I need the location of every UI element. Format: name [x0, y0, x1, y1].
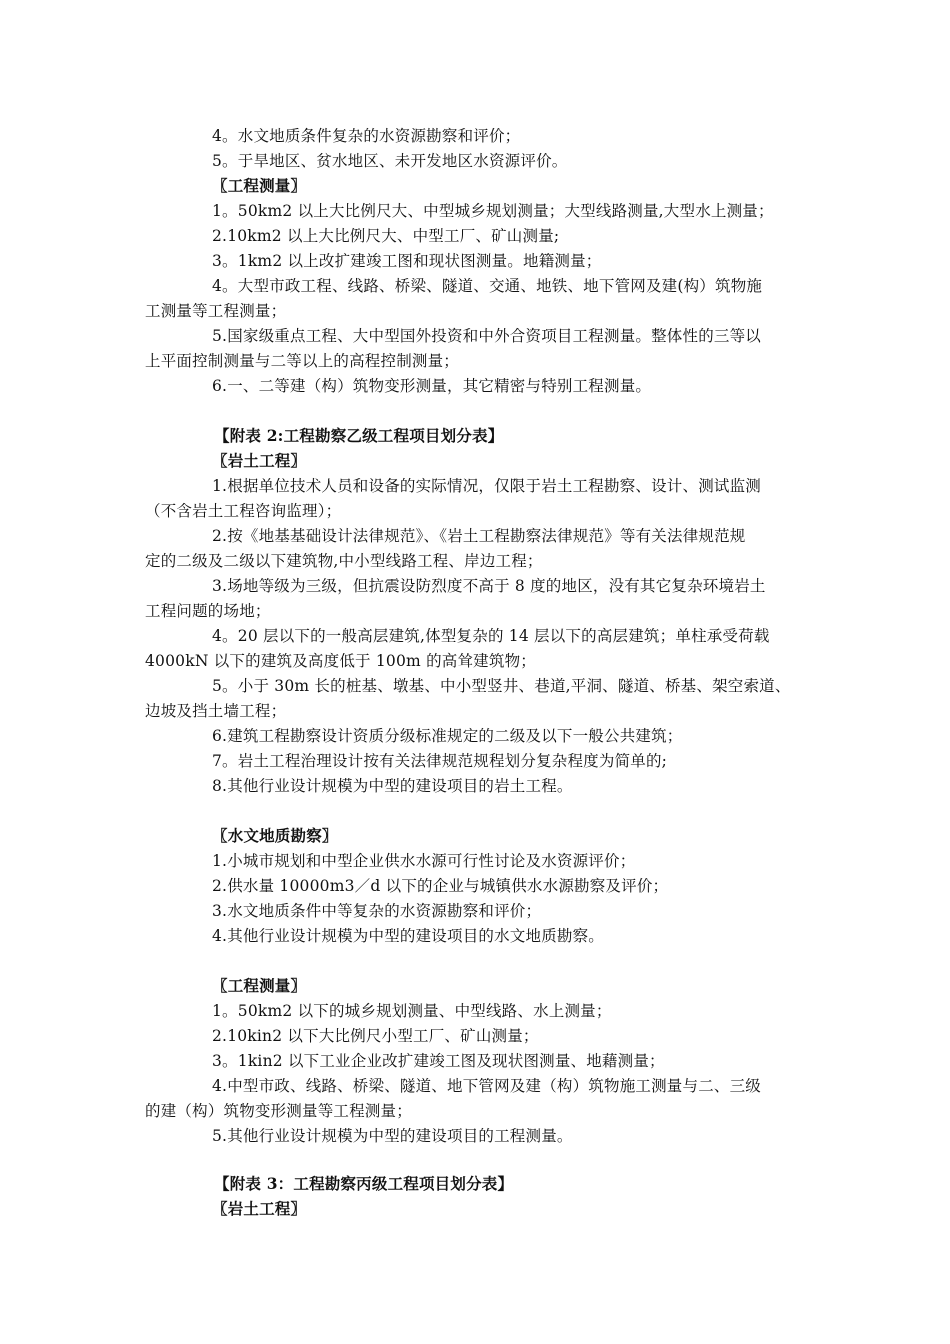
text-line: 3。1kin2 以下工业企业改扩建竣工图及现状图测量、地藉测量； [212, 1052, 665, 1070]
text-line: 4。大型市政工程、线路、桥梁、隧道、交通、地铁、地下管网及建(构）筑物施 [212, 277, 763, 295]
table-title: 【附表 3：工程勘察丙级工程项目划分表】 [214, 1174, 514, 1193]
text-line: 5.其他行业设计规模为中型的建设项目的工程测量。 [212, 1127, 573, 1145]
text-line: 3.场地等级为三级，但抗震设防烈度不高于 8 度的地区，没有其它复杂环境岩土 [212, 577, 766, 595]
text-line: 4。水文地质条件复杂的水资源勘察和评价； [212, 127, 521, 145]
section-heading: 〖工程测量〗 [212, 176, 307, 195]
text-line: 6.一、二等建（构）筑物变形测量，其它精密与特别工程测量。 [212, 377, 652, 395]
text-line: 1。50km2 以上大比例尺大、中型城乡规划测量；大型线路测量,大型水上测量； [212, 202, 774, 220]
section-heading: 〖岩土工程〗 [212, 451, 307, 470]
text-line: 2.10km2 以上大比例尺大、中型工厂、矿山测量; [212, 227, 560, 245]
text-line: 8.其他行业设计规模为中型的建设项目的岩土工程。 [212, 777, 573, 795]
text-line: 边坡及挡土墙工程； [145, 702, 287, 720]
table-title: 【附表 2:工程勘察乙级工程项目划分表】 [214, 426, 504, 445]
text-line: 4000kN 以下的建筑及高度低于 100m 的高耸建筑物； [145, 652, 536, 670]
text-line: 1.小城市规划和中型企业供水水源可行性讨论及水资源评价； [212, 852, 636, 870]
section-heading: 〖水文地质勘察〗 [212, 826, 338, 845]
text-line: 的建（构）筑物变形测量等工程测量； [145, 1102, 412, 1120]
text-line: 5。小于 30m 长的桩基、墩基、中小型竖井、巷道,平洞、隧道、桥基、架空索道、 [212, 677, 791, 695]
text-line: 工测量等工程测量； [145, 302, 287, 320]
text-line: 工程问题的场地； [145, 602, 271, 620]
text-line: 5.国家级重点工程、大中型国外投资和中外合资项目工程测量。整体性的三等以 [212, 327, 761, 345]
text-line: 3.水文地质条件中等复杂的水资源勘察和评价； [212, 902, 542, 920]
text-line: 2.10kin2 以下大比例尺小型工厂、矿山测量； [212, 1027, 539, 1045]
text-line: （不含岩土工程咨询监理）； [145, 502, 342, 520]
text-line: 1.根据单位技术人员和设备的实际情况，仅限于岩土工程勘察、设计、测试监测 [212, 477, 761, 495]
text-line: 3。1km2 以上改扩建竣工图和现状图测量。地籍测量； [212, 252, 602, 270]
text-line: 定的二级及二级以下建筑物,中小型线路工程、岸边工程； [145, 552, 543, 570]
text-line: 5。于旱地区、贫水地区、未开发地区水资源评价。 [212, 152, 568, 170]
section-heading: 〖工程测量〗 [212, 976, 307, 995]
text-line: 6.建筑工程勘察设计资质分级标准规定的二级及以下一般公共建筑； [212, 727, 683, 745]
text-line: 7。岩土工程治理设计按有关法律规范规程划分复杂程度为简单的; [212, 752, 668, 770]
text-line: 4.中型市政、线路、桥梁、隧道、地下管网及建（构）筑物施工测量与二、三级 [212, 1077, 761, 1095]
text-line: 4.其他行业设计规模为中型的建设项目的水文地质勘察。 [212, 927, 604, 945]
text-line: 2.供水量 10000m3／d 以下的企业与城镇供水水源勘察及评价； [212, 877, 669, 895]
section-heading: 〖岩土工程〗 [212, 1199, 307, 1218]
text-line: 上平面控制测量与二等以上的高程控制测量； [145, 352, 460, 370]
text-line: 1。50km2 以下的城乡规划测量、中型线路、水上测量； [212, 1002, 612, 1020]
text-line: 2.按《地基基础设计法律规范》、《岩土工程勘察法律规范》等有关法律规范规 [212, 527, 746, 545]
text-line: 4。20 层以下的一般高层建筑,体型复杂的 14 层以下的高层建筑；单柱承受荷载 [212, 627, 770, 645]
